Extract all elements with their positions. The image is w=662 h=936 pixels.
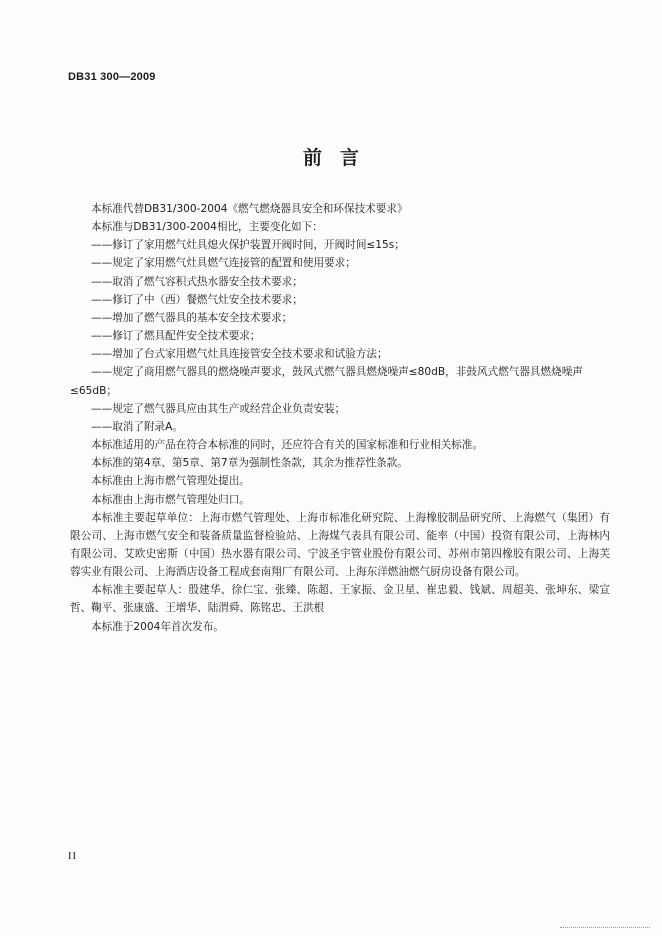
drafting-units-paragraph: 本标准主要起草单位：上海市燃气管理处、上海市标准化研究院、上海橡胶制品研究所、上海燃气（集团）有限公司、上海市燃气安全和装备质量监督检验站、上海煤气表具有限公司、能率（中国）投资有限公司、上海林内有限公司、艾欧史密斯（中国）热水器有限公司、宁波圣宇管业股份有限公司、苏州市第四橡胶有限公司、上海芙蓉实业有限公司、上海酒店设备工程成套南翔厂有限公司、上海东洋燃油燃气厨房设备有限公司。 [70,511,610,579]
change-item: ——增加了燃气器具的基本安全技术要求； [91,311,293,324]
statement-paragraph: 本标准由上海市燃气管理处归口。 [91,493,250,506]
drafters-paragraph: 本标准主要起草人：殷建华、徐仁宝、张臻、陈超、王家振、金卫星、崔忠毅、钱斌、周超美、张坤东、梁宣哲、鞠平、张康盛、王增华、陆渭舜、陈铭忠、王洪根 [70,584,610,615]
statement-paragraph: 本标准适用的产品在符合本标准的同时，还应符合有关的国家标准和行业相关标准。 [91,439,483,452]
foreword-body [70,200,610,636]
page-title: 前言 [302,147,377,169]
scan-edge-mark [560,927,650,929]
change-item: ——规定了燃气器具应由其生产或经营企业负责安装； [91,402,346,415]
change-item: ——增加了台式家用燃气灶具连接管安全技术要求和试验方法； [91,348,388,361]
first-release-paragraph: 本标准于2004年首次发布。 [91,620,224,633]
change-item: ——规定了商用燃气器具的燃烧噪声要求，鼓风式燃气器具燃烧噪声≤80dB，非鼓风式燃气器具燃烧噪声≤65dB； [70,366,583,397]
statement-paragraph: 本标准的第4章、第5章、第7章为强制性条款，其余为推荐性条款。 [91,457,408,470]
change-item: ——修订了中（西）餐燃气灶安全技术要求； [91,293,303,306]
change-item: ——修订了家用燃气灶具熄火保护装置开阀时间，开阀时间≤15s； [91,239,405,252]
change-item: ——规定了家用燃气灶具燃气连接管的配置和使用要求； [91,257,356,270]
change-item: ——修订了燃具配件安全技术要求； [91,330,261,343]
intro-paragraph: 本标准与DB31/300-2004相比，主要变化如下： [91,221,323,234]
change-item: ——取消了燃气容积式热水器安全技术要求； [91,275,303,288]
change-item: ——取消了附录A。 [91,420,183,433]
page-number: II [68,851,77,862]
intro-paragraph: 本标准代替DB31/300-2004《燃气燃烧器具安全和环保技术要求》 [91,203,408,215]
standard-code: DB31 300—2009 [68,71,156,83]
statement-paragraph: 本标准由上海市燃气管理处提出。 [91,475,250,488]
